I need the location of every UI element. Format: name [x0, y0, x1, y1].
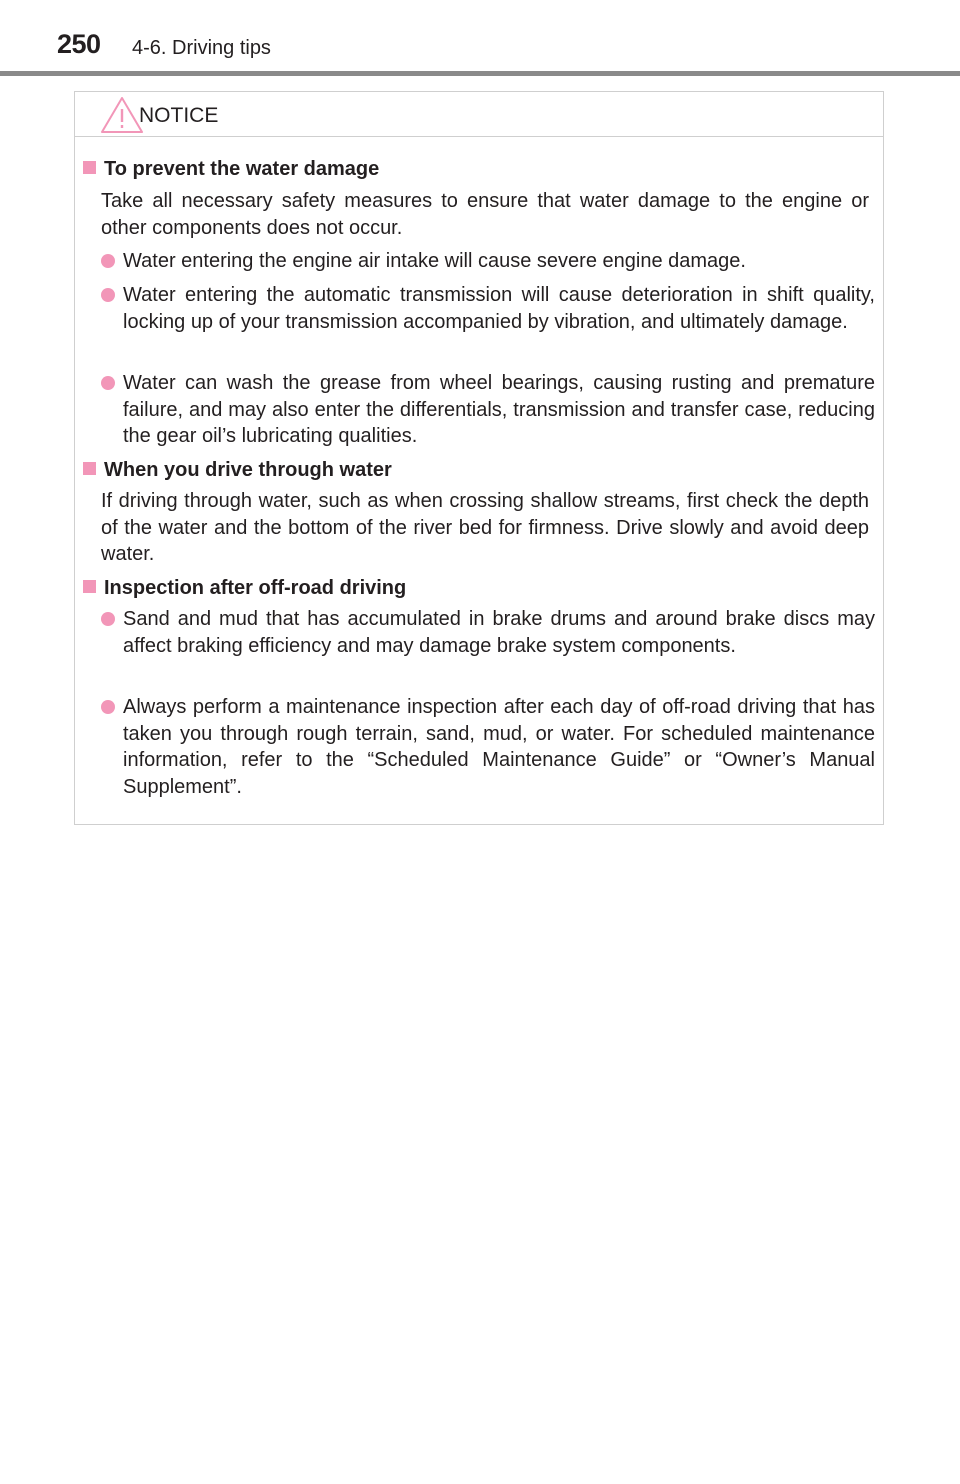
bullet-dot-icon — [101, 612, 115, 626]
square-bullet-icon — [83, 580, 96, 593]
square-bullet-icon — [83, 161, 96, 174]
paragraph-water-damage: Take all necessary safety measures to ensure that water damage to the engine or other components does not occur. — [101, 190, 869, 239]
page-header — [0, 0, 960, 76]
bullet-dot-icon — [101, 254, 115, 268]
header-divider — [0, 71, 960, 76]
bullet-dot-icon — [101, 700, 115, 714]
list-item: Water can wash the grease from wheel bearings, causing rusting and premature failure, and may also enter the differentials, transmission and transfer case, reducing the gear oil’s lubricating qualities. — [123, 370, 875, 450]
subheading-off-road-inspection: Inspection after off-road driving — [83, 575, 406, 601]
bullet-dot-icon — [101, 288, 115, 302]
list-item: Water entering the automatic transmission will cause deterioration in shift quality, locking up of your transmission accompanied by vibration, and ultimately damage. — [123, 282, 875, 335]
square-bullet-icon — [83, 462, 96, 475]
paragraph-drive-through-water: If driving through water, such as when crossing shallow streams, first check the depth of the water and the bottom of the river bed for firmness. Drive slowly and avoid deep water. — [101, 490, 869, 566]
bullet-dot-icon — [101, 376, 115, 390]
list-item: Water entering the engine air intake will cause severe engine damage. — [123, 248, 875, 275]
list-item: Sand and mud that has accumulated in brake drums and around brake discs may affect braking efficiency and may damage brake system components. — [123, 606, 875, 659]
subheading-water-damage: To prevent the water damage — [83, 156, 379, 182]
list-item: Always perform a maintenance inspection after each day of off-road driving that has taken you through rough terrain, sand, mud, or water. For scheduled maintenance information, refer to the “Scheduled Maintenance Guide” or “Owner’s Manual Supplement”. — [123, 694, 875, 800]
page-number: 250 — [57, 29, 101, 59]
notice-box — [74, 91, 884, 825]
notice-label: NOTICE — [139, 104, 219, 127]
section-title: 4-6. Driving tips — [132, 37, 271, 59]
subheading-drive-through-water: When you drive through water — [83, 457, 392, 483]
notice-header — [75, 92, 883, 137]
